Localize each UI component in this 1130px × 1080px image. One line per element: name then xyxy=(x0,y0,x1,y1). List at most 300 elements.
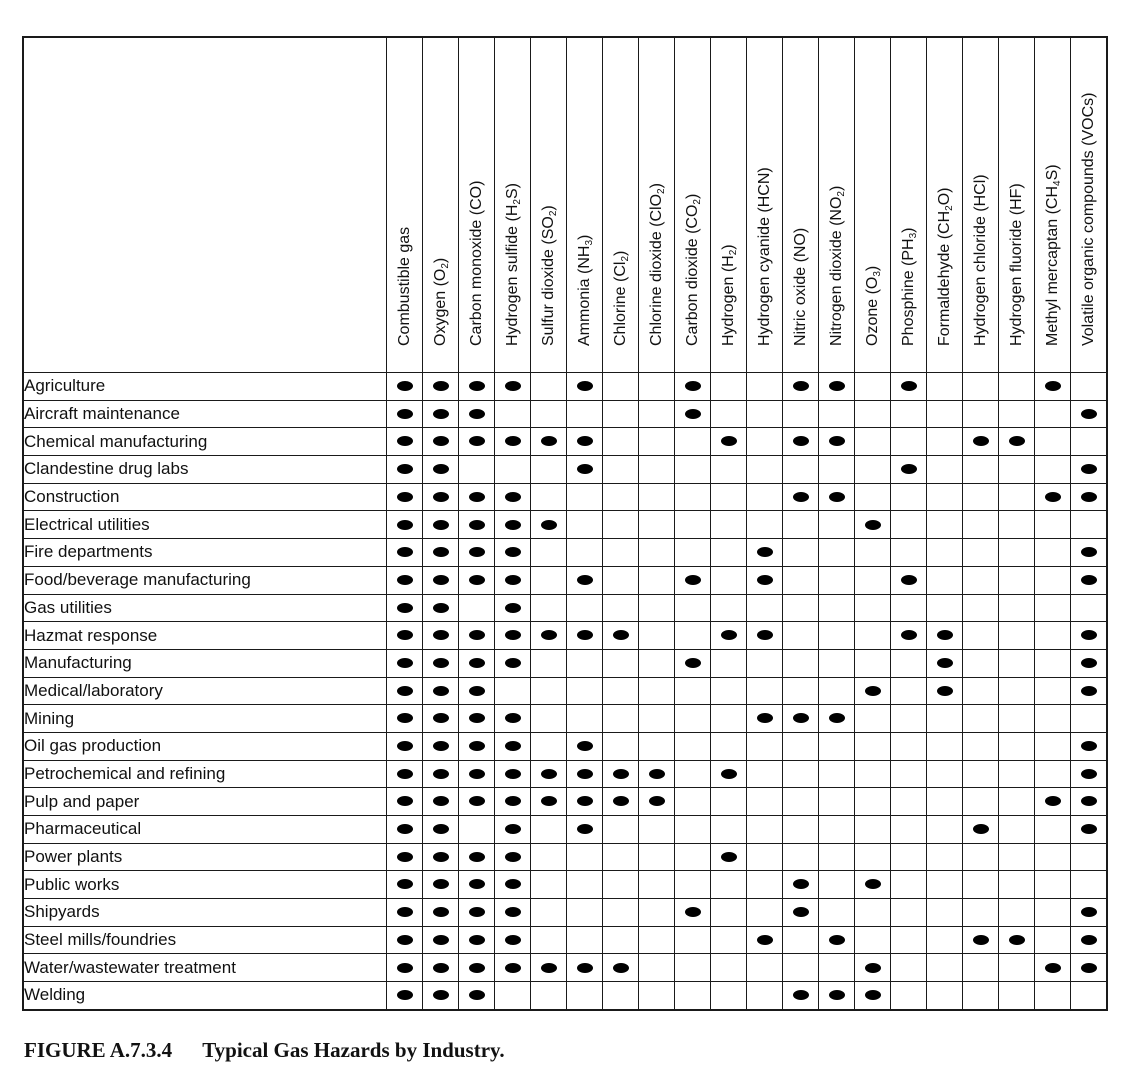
gas-label: Formaldehyde $(CH_2O)$ xyxy=(935,187,955,346)
hazard-cell xyxy=(639,456,675,484)
hazard-cell xyxy=(1035,649,1071,677)
hazard-cell xyxy=(999,649,1035,677)
hazard-cell xyxy=(963,483,999,511)
hazard-cell xyxy=(999,539,1035,567)
hazard-cell xyxy=(567,899,603,927)
hazard-cell xyxy=(855,871,891,899)
table-row xyxy=(23,566,1107,594)
hazard-cell xyxy=(639,760,675,788)
hazard-cell xyxy=(387,899,423,927)
hazard-cell xyxy=(891,649,927,677)
hazard-cell xyxy=(819,539,855,567)
hazard-cell xyxy=(387,649,423,677)
hazard-cell xyxy=(675,539,711,567)
hazard-cell xyxy=(963,428,999,456)
hazard-dot-icon xyxy=(397,520,413,530)
hazard-cell xyxy=(1035,677,1071,705)
hazard-cell xyxy=(639,428,675,456)
hazard-dot-icon xyxy=(757,935,773,945)
hazard-dot-icon xyxy=(505,963,521,973)
hazard-cell xyxy=(495,899,531,927)
hazard-dot-icon xyxy=(397,603,413,613)
hazard-cell xyxy=(927,511,963,539)
hazard-cell xyxy=(1035,483,1071,511)
hazard-cell xyxy=(963,622,999,650)
hazard-cell xyxy=(423,566,459,594)
industry-name: Manufacturing xyxy=(23,649,387,677)
hazard-cell xyxy=(423,594,459,622)
hazard-cell xyxy=(675,373,711,401)
hazard-cell xyxy=(639,732,675,760)
hazard-cell xyxy=(855,400,891,428)
hazard-cell xyxy=(603,816,639,844)
hazard-cell xyxy=(855,705,891,733)
hazard-cell xyxy=(387,539,423,567)
hazard-cell xyxy=(855,816,891,844)
hazard-cell xyxy=(711,511,747,539)
hazard-cell xyxy=(531,843,567,871)
hazard-cell xyxy=(999,788,1035,816)
industry-name: Hazmat response xyxy=(23,622,387,650)
hazard-cell xyxy=(891,926,927,954)
hazard-cell xyxy=(819,954,855,982)
hazard-cell xyxy=(567,594,603,622)
hazard-cell xyxy=(675,760,711,788)
hazard-cell xyxy=(891,566,927,594)
hazard-cell xyxy=(675,649,711,677)
hazard-cell xyxy=(1071,926,1108,954)
industry-name: Aircraft maintenance xyxy=(23,400,387,428)
hazard-dot-icon xyxy=(541,796,557,806)
hazard-cell xyxy=(459,816,495,844)
hazard-cell xyxy=(747,539,783,567)
hazard-cell xyxy=(603,788,639,816)
hazard-cell xyxy=(567,732,603,760)
hazard-cell xyxy=(1035,511,1071,539)
hazard-cell xyxy=(423,483,459,511)
hazard-cell xyxy=(603,871,639,899)
hazard-cell xyxy=(567,456,603,484)
hazard-dot-icon xyxy=(613,963,629,973)
hazard-dot-icon xyxy=(865,963,881,973)
hazard-dot-icon xyxy=(433,686,449,696)
hazard-dot-icon xyxy=(685,658,701,668)
hazard-cell xyxy=(1035,843,1071,871)
hazard-cell xyxy=(603,954,639,982)
hazard-cell xyxy=(423,373,459,401)
hazard-cell xyxy=(891,705,927,733)
hazard-cell xyxy=(387,483,423,511)
hazard-cell xyxy=(603,400,639,428)
hazard-dot-icon xyxy=(469,520,485,530)
gas-label: Chlorine $(Cl_2)$ xyxy=(611,250,631,346)
gas-column-header xyxy=(1035,37,1071,373)
hazard-cell xyxy=(711,539,747,567)
hazard-cell xyxy=(891,677,927,705)
hazard-cell xyxy=(639,788,675,816)
industry-name: Steel mills/foundries xyxy=(23,926,387,954)
hazard-dot-icon xyxy=(865,520,881,530)
hazard-dot-icon xyxy=(865,686,881,696)
hazard-cell xyxy=(783,622,819,650)
hazard-cell xyxy=(783,843,819,871)
hazard-dot-icon xyxy=(433,935,449,945)
hazard-dot-icon xyxy=(1045,963,1061,973)
hazard-cell xyxy=(1035,400,1071,428)
hazard-cell xyxy=(639,566,675,594)
hazard-cell xyxy=(963,705,999,733)
hazard-cell xyxy=(567,705,603,733)
table-row xyxy=(23,871,1107,899)
hazard-cell xyxy=(891,788,927,816)
hazard-cell xyxy=(819,511,855,539)
table-row xyxy=(23,816,1107,844)
hazard-cell xyxy=(747,428,783,456)
hazard-cell xyxy=(819,373,855,401)
hazard-dot-icon xyxy=(397,963,413,973)
hazard-cell xyxy=(891,539,927,567)
hazard-cell xyxy=(495,483,531,511)
hazard-cell xyxy=(1035,456,1071,484)
hazard-dot-icon xyxy=(685,575,701,585)
hazard-dot-icon xyxy=(433,520,449,530)
hazard-cell xyxy=(567,566,603,594)
hazard-cell xyxy=(1035,594,1071,622)
hazard-cell xyxy=(711,954,747,982)
hazard-dot-icon xyxy=(505,520,521,530)
hazard-cell xyxy=(459,705,495,733)
hazard-cell xyxy=(567,677,603,705)
hazard-cell xyxy=(783,456,819,484)
hazard-dot-icon xyxy=(433,796,449,806)
hazard-cell xyxy=(927,788,963,816)
hazard-dot-icon xyxy=(433,769,449,779)
hazard-cell xyxy=(927,649,963,677)
hazard-cell xyxy=(1071,539,1108,567)
hazard-dot-icon xyxy=(829,990,845,1000)
hazard-cell xyxy=(783,400,819,428)
hazard-cell xyxy=(675,428,711,456)
hazard-dot-icon xyxy=(865,879,881,889)
hazard-dot-icon xyxy=(469,852,485,862)
hazard-cell xyxy=(567,926,603,954)
hazard-cell xyxy=(783,539,819,567)
table-row xyxy=(23,843,1107,871)
hazard-cell xyxy=(855,649,891,677)
hazard-cell xyxy=(675,732,711,760)
hazard-cell xyxy=(999,954,1035,982)
hazard-cell xyxy=(999,843,1035,871)
hazard-dot-icon xyxy=(1081,492,1097,502)
hazard-dot-icon xyxy=(973,824,989,834)
industry-rows xyxy=(23,373,1107,1010)
hazard-dot-icon xyxy=(505,741,521,751)
hazard-cell xyxy=(1035,926,1071,954)
hazard-cell xyxy=(639,400,675,428)
table-row xyxy=(23,594,1107,622)
hazard-cell xyxy=(639,926,675,954)
hazard-cell xyxy=(567,788,603,816)
hazard-cell xyxy=(459,622,495,650)
hazard-cell xyxy=(927,456,963,484)
gas-column-header xyxy=(1071,37,1108,373)
hazard-dot-icon xyxy=(937,658,953,668)
hazard-cell xyxy=(495,926,531,954)
hazard-dot-icon xyxy=(433,741,449,751)
hazard-cell xyxy=(999,566,1035,594)
hazard-cell xyxy=(423,954,459,982)
hazard-cell xyxy=(891,428,927,456)
table-row xyxy=(23,732,1107,760)
hazard-dot-icon xyxy=(469,381,485,391)
hazard-dot-icon xyxy=(1081,547,1097,557)
table-row xyxy=(23,705,1107,733)
gas-label: Carbon dioxide $(CO_2)$ xyxy=(683,193,703,346)
hazard-cell xyxy=(603,622,639,650)
hazard-cell xyxy=(819,705,855,733)
hazard-cell xyxy=(855,594,891,622)
industry-name: Chemical manufacturing xyxy=(23,428,387,456)
gas-column-header xyxy=(387,37,423,373)
hazard-cell xyxy=(927,677,963,705)
table-row xyxy=(23,788,1107,816)
hazard-cell xyxy=(711,871,747,899)
hazard-cell xyxy=(747,788,783,816)
hazard-cell xyxy=(999,594,1035,622)
hazard-cell xyxy=(1071,760,1108,788)
hazard-dot-icon xyxy=(397,796,413,806)
gas-label: Ammonia $(NH_3)$ xyxy=(575,234,595,346)
hazard-dot-icon xyxy=(577,796,593,806)
hazard-cell xyxy=(963,954,999,982)
hazard-cell xyxy=(855,788,891,816)
gas-label: Hydrogen fluoride (HF) xyxy=(1007,183,1025,346)
hazard-cell xyxy=(1071,594,1108,622)
hazard-cell xyxy=(639,483,675,511)
hazard-dot-icon xyxy=(397,741,413,751)
hazard-dot-icon xyxy=(973,935,989,945)
hazard-cell xyxy=(459,982,495,1010)
hazard-cell xyxy=(567,760,603,788)
hazard-dot-icon xyxy=(1081,658,1097,668)
hazard-cell xyxy=(747,871,783,899)
hazard-dot-icon xyxy=(505,852,521,862)
hazard-dot-icon xyxy=(505,603,521,613)
gas-label: Hydrogen cyanide (HCN) xyxy=(755,167,773,346)
hazard-dot-icon xyxy=(433,658,449,668)
hazard-dot-icon xyxy=(397,824,413,834)
hazard-dot-icon xyxy=(613,796,629,806)
table-row xyxy=(23,622,1107,650)
hazard-cell xyxy=(531,760,567,788)
hazard-cell xyxy=(1071,566,1108,594)
hazard-cell xyxy=(603,456,639,484)
hazard-cell xyxy=(1071,649,1108,677)
corner-cell xyxy=(23,37,387,373)
hazard-cell xyxy=(855,843,891,871)
hazard-cell xyxy=(423,926,459,954)
hazard-cell xyxy=(1071,705,1108,733)
hazard-cell xyxy=(855,732,891,760)
hazard-cell xyxy=(1071,622,1108,650)
gas-column-header xyxy=(891,37,927,373)
hazard-cell xyxy=(531,677,567,705)
hazard-dot-icon xyxy=(433,852,449,862)
hazard-dot-icon xyxy=(469,436,485,446)
hazard-cell xyxy=(819,732,855,760)
hazard-cell xyxy=(531,456,567,484)
hazard-cell xyxy=(387,871,423,899)
hazard-cell xyxy=(603,705,639,733)
hazard-cell xyxy=(495,400,531,428)
hazard-dot-icon xyxy=(721,769,737,779)
hazard-cell xyxy=(567,483,603,511)
hazard-cell xyxy=(423,539,459,567)
hazard-dot-icon xyxy=(685,907,701,917)
gas-label: Nitrogen dioxide $(NO_2)$ xyxy=(827,185,847,346)
hazard-cell xyxy=(531,816,567,844)
hazard-cell xyxy=(387,954,423,982)
hazard-cell xyxy=(783,871,819,899)
hazard-cell xyxy=(963,843,999,871)
industry-name: Petrochemical and refining xyxy=(23,760,387,788)
table-row xyxy=(23,428,1107,456)
hazard-cell xyxy=(459,677,495,705)
gas-label: Chlorine dioxide (ClO$_2$) xyxy=(647,183,667,346)
hazard-cell xyxy=(1071,843,1108,871)
hazard-cell xyxy=(639,816,675,844)
hazard-cell xyxy=(927,899,963,927)
hazard-dot-icon xyxy=(541,769,557,779)
hazard-dot-icon xyxy=(577,575,593,585)
hazard-cell xyxy=(603,926,639,954)
hazard-cell xyxy=(1071,788,1108,816)
hazard-dot-icon xyxy=(1045,492,1061,502)
hazard-cell xyxy=(495,566,531,594)
hazard-cell xyxy=(603,483,639,511)
hazard-cell xyxy=(423,816,459,844)
hazard-cell xyxy=(891,954,927,982)
hazard-cell xyxy=(675,926,711,954)
hazard-cell xyxy=(747,456,783,484)
hazard-cell xyxy=(747,899,783,927)
hazard-cell xyxy=(819,871,855,899)
hazard-cell xyxy=(927,705,963,733)
gas-label: Volatile organic compounds (VOCs) xyxy=(1079,92,1097,346)
hazard-dot-icon xyxy=(757,630,773,640)
hazard-cell xyxy=(1071,677,1108,705)
hazard-dot-icon xyxy=(397,990,413,1000)
hazard-cell xyxy=(1071,871,1108,899)
hazard-cell xyxy=(747,843,783,871)
hazard-cell xyxy=(783,677,819,705)
hazard-cell xyxy=(891,899,927,927)
hazard-dot-icon xyxy=(397,769,413,779)
hazard-dot-icon xyxy=(793,879,809,889)
hazard-cell xyxy=(675,483,711,511)
hazard-dot-icon xyxy=(757,575,773,585)
hazard-cell xyxy=(855,539,891,567)
hazard-cell xyxy=(927,539,963,567)
hazard-cell xyxy=(459,428,495,456)
hazard-dot-icon xyxy=(937,686,953,696)
hazard-cell xyxy=(387,622,423,650)
hazard-cell xyxy=(927,954,963,982)
hazard-cell xyxy=(783,760,819,788)
hazard-cell xyxy=(1035,428,1071,456)
hazard-cell xyxy=(855,954,891,982)
hazard-dot-icon xyxy=(397,492,413,502)
hazard-cell xyxy=(1035,788,1071,816)
industry-name: Medical/laboratory xyxy=(23,677,387,705)
hazard-dot-icon xyxy=(433,990,449,1000)
gas-column-header xyxy=(639,37,675,373)
hazard-cell xyxy=(999,982,1035,1010)
hazard-cell xyxy=(1071,373,1108,401)
hazard-cell xyxy=(603,566,639,594)
hazard-cell xyxy=(675,982,711,1010)
hazard-cell xyxy=(963,732,999,760)
hazard-dot-icon xyxy=(577,769,593,779)
hazard-cell xyxy=(459,400,495,428)
hazard-cell xyxy=(963,649,999,677)
hazard-cell xyxy=(603,899,639,927)
hazard-cell xyxy=(567,400,603,428)
hazard-dot-icon xyxy=(469,879,485,889)
hazard-cell xyxy=(603,373,639,401)
hazard-cell xyxy=(567,373,603,401)
hazard-cell xyxy=(531,622,567,650)
hazard-cell xyxy=(963,677,999,705)
gas-column-header xyxy=(567,37,603,373)
industry-name: Public works xyxy=(23,871,387,899)
gas-column-header xyxy=(999,37,1035,373)
hazard-dot-icon xyxy=(469,547,485,557)
hazard-cell xyxy=(783,649,819,677)
hazard-dot-icon xyxy=(577,963,593,973)
hazard-cell xyxy=(1035,954,1071,982)
hazard-cell xyxy=(675,400,711,428)
hazard-cell xyxy=(963,456,999,484)
hazard-dot-icon xyxy=(577,464,593,474)
hazard-cell xyxy=(855,760,891,788)
hazard-cell xyxy=(891,843,927,871)
hazard-cell xyxy=(891,594,927,622)
hazard-dot-icon xyxy=(793,381,809,391)
hazard-cell xyxy=(963,594,999,622)
hazard-dot-icon xyxy=(541,630,557,640)
hazard-cell xyxy=(495,649,531,677)
hazard-cell xyxy=(459,539,495,567)
hazard-cell xyxy=(531,566,567,594)
hazard-cell xyxy=(711,899,747,927)
hazard-dot-icon xyxy=(577,436,593,446)
hazard-cell xyxy=(927,816,963,844)
hazard-cell xyxy=(891,456,927,484)
hazard-cell xyxy=(819,788,855,816)
hazard-cell xyxy=(819,760,855,788)
hazard-cell xyxy=(495,428,531,456)
hazard-cell xyxy=(639,622,675,650)
gas-column-header xyxy=(747,37,783,373)
hazard-cell xyxy=(603,982,639,1010)
hazard-dot-icon xyxy=(1081,769,1097,779)
hazard-cell xyxy=(927,982,963,1010)
hazard-cell xyxy=(387,732,423,760)
hazard-cell xyxy=(783,788,819,816)
hazard-cell xyxy=(495,373,531,401)
gas-hazards-table xyxy=(22,36,1108,1011)
